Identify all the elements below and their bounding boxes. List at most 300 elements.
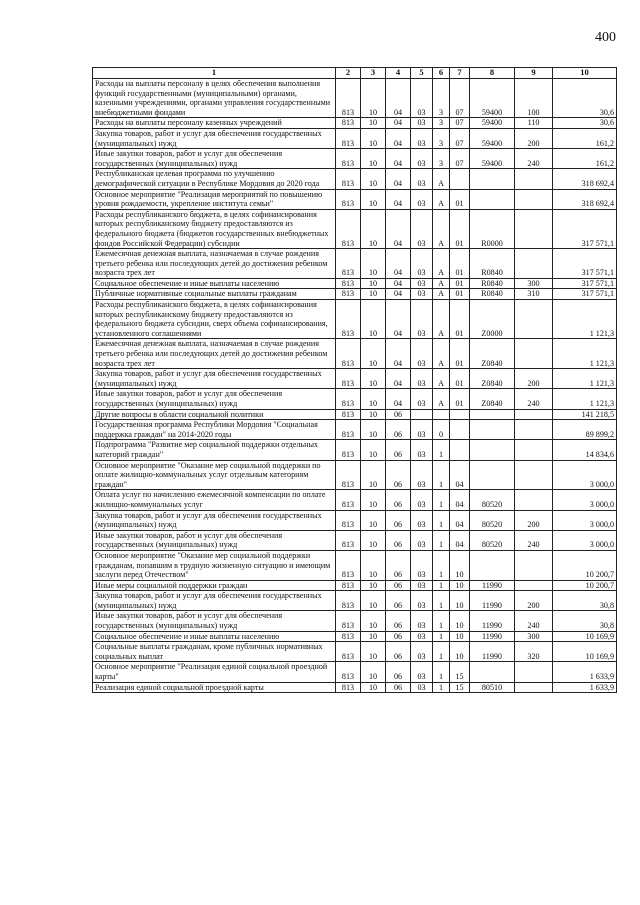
direction-cell: 59400 (470, 128, 515, 148)
program-cell: 03 (411, 631, 433, 642)
section-cell: 10 (361, 591, 386, 611)
column-header: 2 (336, 68, 361, 79)
table-row (93, 550, 617, 580)
section-cell: 10 (361, 631, 386, 642)
amount-cell: 3 000,0 (553, 530, 617, 550)
direction-cell: 80520 (470, 530, 515, 550)
row-name-cell: Социальное обеспечение и иные выплаты населению (93, 631, 336, 642)
direction-cell (470, 440, 515, 460)
section-cell: 10 (361, 490, 386, 510)
expense-type-cell: 200 (515, 369, 553, 389)
table-row (93, 611, 617, 631)
admin-code-cell: 813 (336, 249, 361, 279)
section-cell: 10 (361, 611, 386, 631)
expense-type-cell (515, 169, 553, 189)
program-cell: 03 (411, 128, 433, 148)
section-cell: 10 (361, 420, 386, 440)
direction-cell (470, 550, 515, 580)
admin-code-cell: 813 (336, 409, 361, 420)
admin-code-cell: 813 (336, 440, 361, 460)
subprogram-cell: А (433, 300, 450, 339)
subprogram-cell: 1 (433, 460, 450, 490)
program-cell (411, 409, 433, 420)
column-header: 4 (386, 68, 411, 79)
activity-cell: 01 (450, 209, 470, 248)
row-name-cell: Подпрограмма "Развитие мер социальной поддержки отдельных категорий граждан" (93, 440, 336, 460)
table-row (93, 631, 617, 642)
amount-cell: 14 834,6 (553, 440, 617, 460)
program-cell: 03 (411, 149, 433, 169)
row-name-cell: Основное мероприятие "Реализация мероприятий по повышению уровня рождаемости, укрепление института семьи" (93, 189, 336, 209)
table-row (93, 440, 617, 460)
row-name-cell: Иные закупки товаров, работ и услуг для обеспечения государственных (муниципальных) нужд (93, 530, 336, 550)
section-cell: 10 (361, 662, 386, 682)
table-row (93, 510, 617, 530)
expense-type-cell (515, 300, 553, 339)
section-cell: 10 (361, 510, 386, 530)
subsection-cell: 06 (386, 611, 411, 631)
admin-code-cell: 813 (336, 682, 361, 693)
row-name-cell: Оплата услуг по начислению ежемесячной компенсации по оплате жилищно-коммунальных услуг (93, 490, 336, 510)
program-cell: 03 (411, 440, 433, 460)
section-cell: 10 (361, 409, 386, 420)
column-header: 9 (515, 68, 553, 79)
program-cell: 03 (411, 79, 433, 118)
expense-type-cell: 200 (515, 510, 553, 530)
activity-cell: 01 (450, 300, 470, 339)
section-cell: 10 (361, 278, 386, 289)
expense-type-cell: 240 (515, 530, 553, 550)
table-row (93, 580, 617, 591)
amount-cell: 141 218,5 (553, 409, 617, 420)
table-row (93, 682, 617, 693)
subsection-cell: 04 (386, 369, 411, 389)
admin-code-cell: 813 (336, 118, 361, 129)
subprogram-cell: А (433, 169, 450, 189)
program-cell: 03 (411, 460, 433, 490)
program-cell: 03 (411, 249, 433, 279)
subsection-cell: 06 (386, 631, 411, 642)
admin-code-cell: 813 (336, 209, 361, 248)
expense-type-cell (515, 209, 553, 248)
row-name-cell: Ежемесячная денежная выплата, назначаемая в случае рождения третьего ребенка или последующих детей до достижения ребенком возраста трех лет (93, 339, 336, 369)
section-cell: 10 (361, 369, 386, 389)
row-name-cell: Иные закупки товаров, работ и услуг для обеспечения государственных (муниципальных) нужд (93, 389, 336, 409)
subsection-cell: 06 (386, 420, 411, 440)
subprogram-cell: А (433, 189, 450, 209)
amount-cell: 10 169,9 (553, 642, 617, 662)
row-name-cell: Расходы республиканского бюджета, в целях софинансирования которых республиканскому бюджету предоставляются из федерального бюджета субсидии, сверх объема софинансирования, установленного соглашениями (93, 300, 336, 339)
subprogram-cell: А (433, 369, 450, 389)
amount-cell: 30,6 (553, 79, 617, 118)
row-name-cell: Основное мероприятие "Оказание мер социальной поддержки по оплате жилищно-коммунальных услуг отдельным категориям граждан" (93, 460, 336, 490)
row-name-cell: Республиканская целевая программа по улучшению демографической ситуации в Республике Мордовия до 2020 года (93, 169, 336, 189)
expense-type-cell: 200 (515, 591, 553, 611)
column-header: 6 (433, 68, 450, 79)
section-cell: 10 (361, 580, 386, 591)
row-name-cell: Ежемесячная денежная выплата, назначаемая в случае рождения третьего ребенка или последующих детей до достижения ребенком возраста трех лет (93, 249, 336, 279)
table-row (93, 278, 617, 289)
expense-type-cell (515, 550, 553, 580)
subprogram-cell: 1 (433, 580, 450, 591)
subprogram-cell: 1 (433, 530, 450, 550)
activity-cell: 10 (450, 631, 470, 642)
program-cell: 03 (411, 662, 433, 682)
admin-code-cell: 813 (336, 510, 361, 530)
section-cell: 10 (361, 189, 386, 209)
page-number: 400 (595, 30, 616, 45)
section-cell: 10 (361, 128, 386, 148)
direction-cell (470, 662, 515, 682)
admin-code-cell: 813 (336, 369, 361, 389)
subprogram-cell (433, 409, 450, 420)
budget-table (92, 67, 617, 693)
table-row (93, 409, 617, 420)
activity-cell: 04 (450, 460, 470, 490)
admin-code-cell: 813 (336, 128, 361, 148)
admin-code-cell: 813 (336, 278, 361, 289)
section-cell: 10 (361, 550, 386, 580)
section-cell: 10 (361, 460, 386, 490)
activity-cell: 07 (450, 128, 470, 148)
direction-cell: R0840 (470, 249, 515, 279)
table-row (93, 460, 617, 490)
subprogram-cell: 1 (433, 490, 450, 510)
subsection-cell: 06 (386, 591, 411, 611)
program-cell: 03 (411, 591, 433, 611)
amount-cell: 3 000,0 (553, 460, 617, 490)
column-header: 8 (470, 68, 515, 79)
section-cell: 10 (361, 169, 386, 189)
row-name-cell: Закупка товаров, работ и услуг для обеспечения государственных (муниципальных) нужд (93, 591, 336, 611)
section-cell: 10 (361, 209, 386, 248)
admin-code-cell: 813 (336, 79, 361, 118)
table-row (93, 389, 617, 409)
activity-cell: 10 (450, 591, 470, 611)
direction-cell: 59400 (470, 149, 515, 169)
subsection-cell: 06 (386, 409, 411, 420)
section-cell: 10 (361, 149, 386, 169)
amount-cell: 10 200,7 (553, 580, 617, 591)
subsection-cell: 06 (386, 580, 411, 591)
table-row (93, 149, 617, 169)
activity-cell: 01 (450, 278, 470, 289)
activity-cell: 01 (450, 189, 470, 209)
row-name-cell: Реализация единой социальной проездной карты (93, 682, 336, 693)
subsection-cell: 04 (386, 128, 411, 148)
program-cell: 03 (411, 642, 433, 662)
activity-cell: 04 (450, 490, 470, 510)
row-name-cell: Социальные выплаты гражданам, кроме публичных нормативных социальных выплат (93, 642, 336, 662)
subsection-cell: 06 (386, 460, 411, 490)
subsection-cell: 04 (386, 118, 411, 129)
amount-cell: 3 000,0 (553, 490, 617, 510)
program-cell: 03 (411, 278, 433, 289)
table-row (93, 642, 617, 662)
direction-cell: 59400 (470, 118, 515, 129)
table-row (93, 530, 617, 550)
amount-cell: 30,6 (553, 118, 617, 129)
table-row (93, 369, 617, 389)
subsection-cell: 04 (386, 389, 411, 409)
admin-code-cell: 813 (336, 420, 361, 440)
table-row (93, 189, 617, 209)
section-cell: 10 (361, 389, 386, 409)
admin-code-cell: 813 (336, 490, 361, 510)
subsection-cell: 06 (386, 550, 411, 580)
expense-type-cell (515, 420, 553, 440)
amount-cell: 30,8 (553, 611, 617, 631)
program-cell: 03 (411, 550, 433, 580)
table-row (93, 128, 617, 148)
direction-cell: 11990 (470, 642, 515, 662)
program-cell: 03 (411, 530, 433, 550)
admin-code-cell: 813 (336, 591, 361, 611)
row-name-cell: Иные закупки товаров, работ и услуг для обеспечения государственных (муниципальных) нужд (93, 149, 336, 169)
subprogram-cell: 1 (433, 631, 450, 642)
expense-type-cell (515, 682, 553, 693)
admin-code-cell: 813 (336, 580, 361, 591)
subsection-cell: 04 (386, 278, 411, 289)
activity-cell: 01 (450, 289, 470, 300)
activity-cell (450, 169, 470, 189)
admin-code-cell: 813 (336, 389, 361, 409)
direction-cell (470, 189, 515, 209)
admin-code-cell: 813 (336, 530, 361, 550)
row-name-cell: Иные меры социальной поддержки граждан (93, 580, 336, 591)
program-cell: 03 (411, 510, 433, 530)
program-cell: 03 (411, 339, 433, 369)
direction-cell (470, 409, 515, 420)
expense-type-cell (515, 580, 553, 591)
activity-cell (450, 420, 470, 440)
activity-cell: 07 (450, 79, 470, 118)
activity-cell: 15 (450, 662, 470, 682)
expense-type-cell: 300 (515, 278, 553, 289)
subsection-cell: 06 (386, 440, 411, 460)
subsection-cell: 04 (386, 149, 411, 169)
activity-cell: 01 (450, 369, 470, 389)
expense-type-cell (515, 409, 553, 420)
activity-cell: 10 (450, 580, 470, 591)
expense-type-cell: 300 (515, 631, 553, 642)
admin-code-cell: 813 (336, 631, 361, 642)
admin-code-cell: 813 (336, 289, 361, 300)
subsection-cell: 06 (386, 530, 411, 550)
row-name-cell: Иные закупки товаров, работ и услуг для обеспечения государственных (муниципальных) нужд (93, 611, 336, 631)
subsection-cell: 04 (386, 300, 411, 339)
subprogram-cell: 1 (433, 510, 450, 530)
program-cell: 03 (411, 118, 433, 129)
table-row (93, 169, 617, 189)
table-header-row (93, 68, 617, 79)
expense-type-cell: 200 (515, 128, 553, 148)
activity-cell: 15 (450, 682, 470, 693)
expense-type-cell (515, 440, 553, 460)
table-row (93, 490, 617, 510)
admin-code-cell: 813 (336, 300, 361, 339)
admin-code-cell: 813 (336, 550, 361, 580)
expense-type-cell: 310 (515, 289, 553, 300)
admin-code-cell: 813 (336, 169, 361, 189)
subsection-cell: 04 (386, 339, 411, 369)
subsection-cell: 04 (386, 79, 411, 118)
direction-cell: 59400 (470, 79, 515, 118)
activity-cell: 01 (450, 339, 470, 369)
row-name-cell: Расходы республиканского бюджета, в целях софинансирования которых республиканскому бюджету предоставляются из федерального бюджета (бюджетов государственных внебюджетных фондов Российской Федерации) субсидии (93, 209, 336, 248)
amount-cell: 1 633,9 (553, 682, 617, 693)
row-name-cell: Основное мероприятие "Реализация единой социальной проездной карты" (93, 662, 336, 682)
activity-cell: 10 (450, 550, 470, 580)
amount-cell: 1 633,9 (553, 662, 617, 682)
activity-cell: 01 (450, 249, 470, 279)
row-name-cell: Расходы на выплаты персоналу в целях обеспечения выполнения функций государственными (муниципальными) органами, казенными учреждениями, органами управления государственными внебюджетными фондами (93, 79, 336, 118)
section-cell: 10 (361, 440, 386, 460)
column-header: 7 (450, 68, 470, 79)
program-cell: 03 (411, 611, 433, 631)
subsection-cell: 04 (386, 289, 411, 300)
subsection-cell: 06 (386, 662, 411, 682)
direction-cell: 11990 (470, 580, 515, 591)
program-cell: 03 (411, 389, 433, 409)
activity-cell: 10 (450, 642, 470, 662)
subprogram-cell: 3 (433, 118, 450, 129)
table-row (93, 591, 617, 611)
subprogram-cell: 3 (433, 149, 450, 169)
direction-cell: 11990 (470, 591, 515, 611)
subprogram-cell: 1 (433, 591, 450, 611)
amount-cell: 30,8 (553, 591, 617, 611)
amount-cell: 317 571,1 (553, 249, 617, 279)
amount-cell: 89 899,2 (553, 420, 617, 440)
activity-cell: 04 (450, 530, 470, 550)
activity-cell: 07 (450, 149, 470, 169)
section-cell: 10 (361, 530, 386, 550)
subprogram-cell: 1 (433, 550, 450, 580)
table-row (93, 420, 617, 440)
expense-type-cell (515, 490, 553, 510)
subprogram-cell: 1 (433, 642, 450, 662)
amount-cell: 3 000,0 (553, 510, 617, 530)
direction-cell: Z0000 (470, 300, 515, 339)
subsection-cell: 06 (386, 642, 411, 662)
subsection-cell: 04 (386, 209, 411, 248)
admin-code-cell: 813 (336, 611, 361, 631)
amount-cell: 317 571,1 (553, 209, 617, 248)
column-header: 1 (93, 68, 336, 79)
table-row (93, 209, 617, 248)
program-cell: 03 (411, 209, 433, 248)
amount-cell: 1 121,3 (553, 389, 617, 409)
subprogram-cell: 1 (433, 682, 450, 693)
direction-cell: Z0840 (470, 389, 515, 409)
subprogram-cell: 1 (433, 440, 450, 460)
table-row (93, 339, 617, 369)
direction-cell: 80520 (470, 490, 515, 510)
row-name-cell: Закупка товаров, работ и услуг для обеспечения государственных (муниципальных) нужд (93, 369, 336, 389)
expense-type-cell (515, 339, 553, 369)
amount-cell: 1 121,3 (553, 339, 617, 369)
subprogram-cell: А (433, 289, 450, 300)
program-cell: 03 (411, 420, 433, 440)
direction-cell: Z0840 (470, 369, 515, 389)
table-row (93, 118, 617, 129)
direction-cell (470, 460, 515, 490)
table-row (93, 79, 617, 118)
program-cell: 03 (411, 300, 433, 339)
row-name-cell: Закупка товаров, работ и услуг для обеспечения государственных (муниципальных) нужд (93, 510, 336, 530)
expense-type-cell: 240 (515, 611, 553, 631)
subsection-cell: 06 (386, 510, 411, 530)
subprogram-cell: 1 (433, 611, 450, 631)
amount-cell: 317 571,1 (553, 289, 617, 300)
row-name-cell: Основное мероприятие "Оказание мер социальной поддержки гражданам, попавшим в трудную жизненную ситуацию и имеющим заслуги перед Отечеством" (93, 550, 336, 580)
subprogram-cell: А (433, 389, 450, 409)
direction-cell: 11990 (470, 611, 515, 631)
direction-cell (470, 169, 515, 189)
subsection-cell: 04 (386, 189, 411, 209)
expense-type-cell (515, 249, 553, 279)
expense-type-cell: 110 (515, 118, 553, 129)
activity-cell: 10 (450, 611, 470, 631)
subsection-cell: 06 (386, 490, 411, 510)
subsection-cell: 06 (386, 682, 411, 693)
program-cell: 03 (411, 490, 433, 510)
section-cell: 10 (361, 249, 386, 279)
table-row (93, 249, 617, 279)
program-cell: 03 (411, 682, 433, 693)
subprogram-cell: 3 (433, 79, 450, 118)
program-cell: 03 (411, 289, 433, 300)
admin-code-cell: 813 (336, 149, 361, 169)
subprogram-cell: А (433, 249, 450, 279)
table-row (93, 662, 617, 682)
row-name-cell: Социальное обеспечение и иные выплаты населению (93, 278, 336, 289)
amount-cell: 161,2 (553, 149, 617, 169)
expense-type-cell: 240 (515, 149, 553, 169)
expense-type-cell (515, 460, 553, 490)
program-cell: 03 (411, 580, 433, 591)
section-cell: 10 (361, 118, 386, 129)
column-header: 5 (411, 68, 433, 79)
expense-type-cell (515, 662, 553, 682)
row-name-cell: Расходы на выплаты персоналу казенных учреждений (93, 118, 336, 129)
admin-code-cell: 813 (336, 642, 361, 662)
expense-type-cell (515, 189, 553, 209)
direction-cell: R0000 (470, 209, 515, 248)
row-name-cell: Публичные нормативные социальные выплаты гражданам (93, 289, 336, 300)
amount-cell: 1 121,3 (553, 300, 617, 339)
subsection-cell: 04 (386, 249, 411, 279)
direction-cell: 80520 (470, 510, 515, 530)
section-cell: 10 (361, 642, 386, 662)
section-cell: 10 (361, 339, 386, 369)
program-cell: 03 (411, 169, 433, 189)
amount-cell: 161,2 (553, 128, 617, 148)
column-header: 3 (361, 68, 386, 79)
table-row (93, 300, 617, 339)
direction-cell: R0840 (470, 278, 515, 289)
row-name-cell: Государственная программа Республики Мордовия "Социальная поддержка граждан" на 2014-2020 годы (93, 420, 336, 440)
section-cell: 10 (361, 79, 386, 118)
expense-type-cell: 240 (515, 389, 553, 409)
activity-cell: 01 (450, 389, 470, 409)
subprogram-cell: А (433, 209, 450, 248)
subprogram-cell: 1 (433, 662, 450, 682)
section-cell: 10 (361, 289, 386, 300)
activity-cell (450, 409, 470, 420)
amount-cell: 318 692,4 (553, 189, 617, 209)
